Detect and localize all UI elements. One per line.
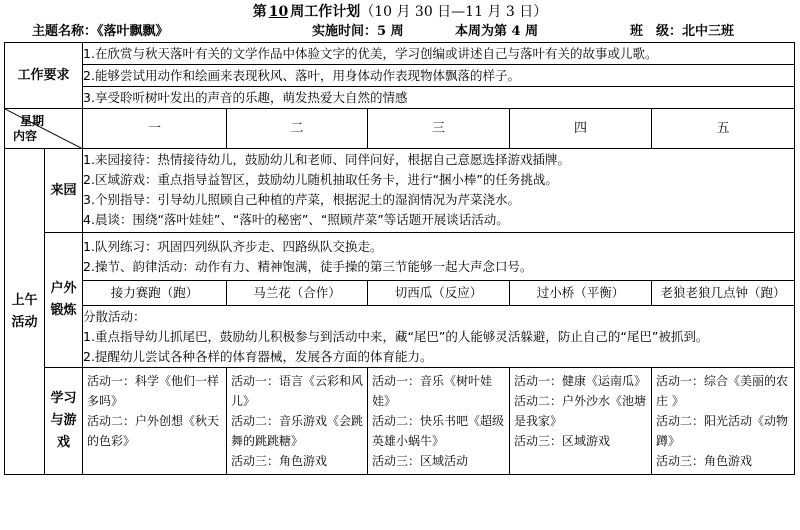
study-day-cell — [227, 368, 368, 475]
study-activity: 活动一：音乐《树叶娃娃》 — [372, 374, 493, 408]
game-cell: 老狼老狼几点钟（跑） — [652, 281, 795, 306]
arrival-item: 1.来园接待：热情接待幼儿，鼓励幼儿和老师、同伴问好，根据自己意愿选择游戏插牌。 — [83, 152, 570, 167]
study-activity: 活动二：阳光活动《动物蹲》 — [656, 414, 789, 448]
requirements-label: 工作要求 — [5, 43, 83, 109]
arrival-label: 来园 — [45, 149, 83, 233]
title-prefix: 第 — [252, 4, 267, 20]
arrival-item: 2.区域游戏：重点指导益智区，鼓励幼儿随机抽取任务卡，进行“捆小棒”的任务挑战。 — [83, 172, 558, 187]
arrival-content — [83, 149, 795, 233]
day-header: 四 — [510, 109, 652, 149]
free-activity-content — [83, 306, 795, 368]
free-activity-item: 2.提醒幼儿尝试各种各样的体育器械，发展各方面的体育能力。 — [83, 348, 433, 364]
study-activity: 活动一：科学《他们一样多吗》 — [87, 374, 220, 408]
study-activity: 活动一：语言《云彩和风儿》 — [231, 374, 364, 408]
theme-name: 主题名称：《落叶飘飘》 — [32, 24, 169, 39]
day-header: 二 — [227, 109, 368, 149]
requirement-item: 3.享受聆听树叶发出的声音的乐趣，萌发热爱大自然的情感 — [83, 87, 795, 109]
current-week: 本周为第 4 周 — [455, 24, 539, 39]
study-activity: 活动三：区域活动 — [372, 454, 469, 468]
class-name: 班 级：北中三班 — [630, 24, 735, 39]
study-activity: 活动二：户外沙水《池塘是我家》 — [514, 394, 647, 428]
study-activity: 活动三：角色游戏 — [231, 454, 328, 468]
study-day-cell — [83, 368, 227, 475]
page-title — [0, 2, 800, 22]
study-activity: 活动二：户外创想《秋天的色彩》 — [87, 414, 220, 448]
title-suffix: 周工作计划 — [290, 4, 361, 20]
study-and-game-label: 学习与游戏 — [45, 368, 83, 475]
plan-info-row — [0, 22, 800, 42]
study-activity: 活动二：快乐书吧《超级英雄小蜗牛》 — [372, 414, 505, 448]
day-header: 三 — [368, 109, 510, 149]
game-cell: 切西瓜（反应） — [368, 281, 510, 306]
study-day-cell — [652, 368, 795, 475]
weekday-corner-cell — [5, 109, 83, 149]
study-activity: 活动二：音乐游戏《会跳舞的跳跳糖》 — [231, 414, 364, 448]
free-activity-item: 1.重点指导幼儿抓尾巴，鼓励幼儿积极参与到活动中来，藏“尾巴”的人能够灵活躲避，防止自己的“尾巴”被抓到。 — [83, 328, 709, 344]
exercise-item: 2.操节、韵律活动：动作有力、精神饱满，徒手操的第三节能够一起大声念口号。 — [83, 258, 533, 274]
study-activity: 活动一：综合《美丽的农庄 》 — [656, 374, 789, 408]
arrival-item: 4.晨谈：围绕“落叶娃娃”、“落叶的秘密”、“照顾芹菜”等话题开展谈话活动。 — [83, 212, 509, 227]
study-day-cell — [510, 368, 652, 475]
game-cell: 马兰花（合作） — [227, 281, 368, 306]
outdoor-exercise-label: 户外锻炼 — [45, 233, 83, 368]
exercise-item: 1.队列练习：巩固四列纵队齐步走、四路纵队交换走。 — [83, 238, 383, 254]
requirement-item: 2.能够尝试用动作和绘画来表现秋风、落叶，用身体动作表现物体飘落的样子。 — [83, 65, 795, 87]
study-activity: 活动一：健康《运南瓜》 — [514, 374, 647, 388]
game-cell: 接力赛跑（跑） — [83, 281, 227, 306]
study-activity: 活动三：角色游戏 — [656, 454, 753, 468]
study-activity: 活动三：区域游戏 — [514, 434, 611, 448]
free-activity-item: 分散活动： — [83, 308, 146, 324]
weekday-header-label: 星期 — [20, 114, 45, 128]
exercise-content — [83, 233, 795, 281]
morning-activity-label: 上午活动 — [5, 149, 45, 475]
date-range: （10 月 30 日—11 月 3 日） — [360, 4, 548, 20]
duration: 实施时间：5 周 — [312, 24, 404, 39]
weekly-plan-table — [4, 42, 795, 475]
day-header: 五 — [652, 109, 795, 149]
content-header-label: 内容 — [13, 129, 38, 143]
arrival-item: 3.个别指导：引导幼儿照顾自己种植的芹菜，根据泥土的湿润情况为芹菜浇水。 — [83, 192, 520, 207]
day-header: 一 — [83, 109, 227, 149]
week-number: 10 — [268, 4, 289, 20]
study-day-cell — [368, 368, 510, 475]
game-cell: 过小桥（平衡） — [510, 281, 652, 306]
requirement-item: 1.在欣赏与秋天落叶有关的文学作品中体验文字的优美，学习创编或讲述自己与落叶有关的故事或儿歌。 — [83, 43, 795, 65]
